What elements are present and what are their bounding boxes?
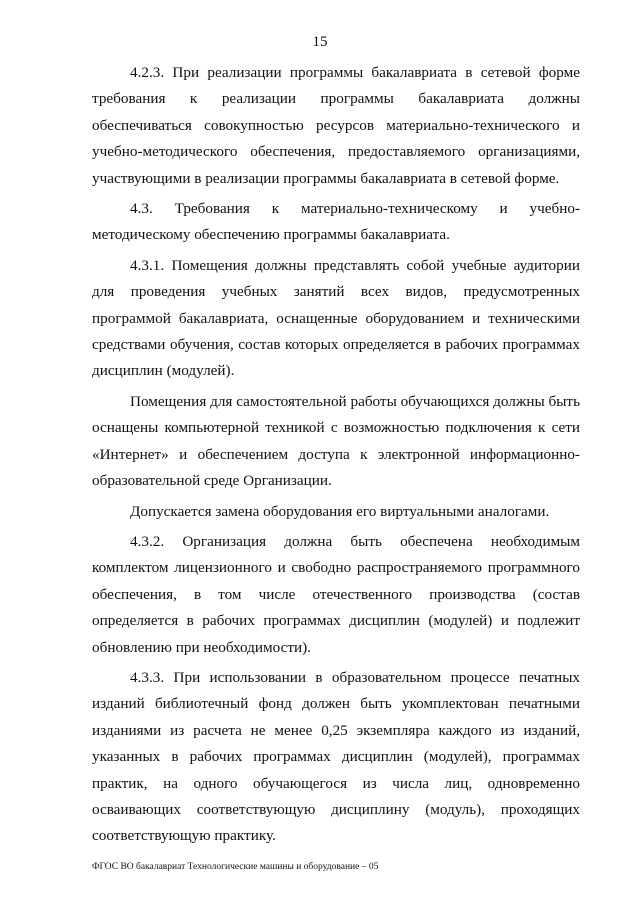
paragraph-self-study-rooms: Помещения для самостоятельной работы обучающихся должны быть оснащены компьютерной техникой с возможностью подключения к сети «Интернет» и обеспечением доступа к электронной информационно-образовательной среде Организации. [92,392,580,490]
page-footer: ФГОС ВО бакалавриат Технологические машины и оборудование – 05 [92,862,379,872]
paragraph-4-3: 4.3. Требования к материально-техническому и учебно-методическому обеспечению программы бакалавриата. [92,200,580,244]
paragraph-4-3-1: 4.3.1. Помещения должны представлять собой учебные аудитории для проведения учебных занятий всех видов, предусмотренных программой бакалавриата, оснащенные оборудованием и техническими средствами обучения, состав которых определяется в рабочих программах дисциплин (модулей). [92,256,580,380]
paragraph-virtual-analogs: Допускается замена оборудования его виртуальными аналогами. [130,502,550,520]
paragraph-4-3-3: 4.3.3. При использовании в образовательном процессе печатных изданий библиотечный фонд должен быть укомплектован печатными изданиями из расчета не менее 0,25 экземпляра каждого из изданий, указанных в рабочих программах дисциплин (модулей), программах практик, на одного обучающегося из числа лиц, одновременно осваивающих соответствующую дисциплину (модуль), проходящих соответствующую практику. [92,668,580,845]
paragraph-4-3-2: 4.3.2. Организация должна быть обеспечена необходимым комплектом лицензионного и свободно распространяемого программного обеспечения, в том числе отечественного производства (состав определяется в рабочих программах дисциплин (модулей) и подлежит обновлению при необходимости). [92,532,580,656]
page-number: 15 [312,34,328,50]
document-body [92,60,580,854]
paragraph-4-2-3: 4.2.3. При реализации программы бакалавриата в сетевой форме требования к реализации программы бакалавриата должны обеспечиваться совокупностью ресурсов материально-технического и учебно-методического обеспечения, предоставляемого организациями, участвующими в реализации программы бакалавриата в сетевой форме. [92,64,580,187]
